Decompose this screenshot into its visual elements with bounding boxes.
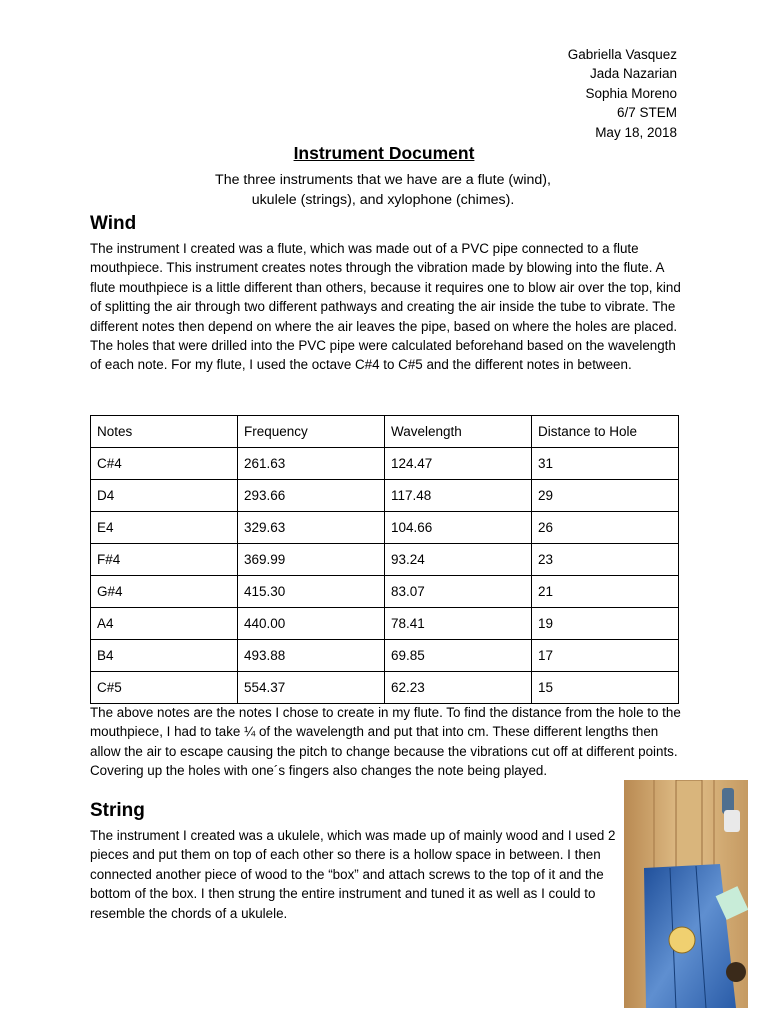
table-header-row [91, 416, 679, 448]
table-cell: 17 [532, 640, 679, 672]
table-row [91, 672, 679, 704]
ukulele-photo [624, 780, 748, 1008]
table-cell: 78.41 [385, 608, 532, 640]
table-cell: 124.47 [385, 448, 532, 480]
table-cell: 369.99 [238, 544, 385, 576]
table-cell: A4 [91, 608, 238, 640]
author-line: Jada Nazarian [589, 66, 677, 82]
table-cell: 117.48 [385, 480, 532, 512]
table-cell: 93.24 [385, 544, 532, 576]
table-cell: 261.63 [238, 448, 385, 480]
author-line: Sophia Moreno [585, 85, 677, 101]
table-cell: 29 [532, 480, 679, 512]
table-cell: 104.66 [385, 512, 532, 544]
notes-table [90, 415, 679, 704]
author-block [568, 45, 677, 142]
table-cell: 69.85 [385, 640, 532, 672]
table-cell: 21 [532, 576, 679, 608]
table-cell: 293.66 [238, 480, 385, 512]
table-header-cell: Distance to Hole [532, 416, 679, 448]
after-table-paragraph: The above notes are the notes I chose to create in my flute. To find the distance from the hole to the mouthpiece, I had to take ¼ of the wavelength and put that into cm. These different lengths then allow the air to escape causing the pitch to change because the vibrations cut off at different points. Covering up the holes with one´s fingers also changes the note being played. [90, 705, 681, 779]
table-cell: 440.00 [238, 608, 385, 640]
date-line: May 18, 2018 [595, 124, 677, 140]
author-line: Gabriella Vasquez [567, 47, 677, 62]
table-row [91, 576, 679, 608]
table-cell: 415.30 [238, 576, 385, 608]
table-cell: C#5 [91, 672, 238, 704]
table-cell: B4 [91, 640, 238, 672]
table-row [91, 608, 679, 640]
table-cell: 554.37 [238, 672, 385, 704]
table-cell: 493.88 [238, 640, 385, 672]
wind-paragraph: The instrument I created was a flute, which was made out of a PVC pipe connected to a flute mouthpiece. This instrument creates notes through the vibration made by blowing into the flute. A flute mouthpiece is a little different than others, because it requires one to blow air over the top, kind of splitting the air through two different pathways and creating the air inside the tube to vibrate. The different notes then depend on where the air leaves the pipe, based on where the holes are placed. The holes that were drilled into the PVC pipe were calculated beforehand based on the wavelength of each note. For my flute, I used the octave C#4 to C#5 and the different notes in between. [90, 241, 681, 373]
table-row [91, 448, 679, 480]
table-cell: 19 [532, 608, 679, 640]
table-cell: 83.07 [385, 576, 532, 608]
table-cell: 31 [532, 448, 679, 480]
class-line: 6/7 STEM [616, 105, 677, 121]
table-header-cell: Notes [91, 416, 238, 448]
string-heading: String [90, 800, 145, 821]
document-subtitle: The three instruments that we have are a flute (wind), ukulele (strings), and xylophone (chimes). [215, 172, 551, 208]
table-cell: 62.23 [385, 672, 532, 704]
table-cell: 23 [532, 544, 679, 576]
document-title: Instrument Document [293, 143, 475, 163]
table-cell: D4 [91, 480, 238, 512]
table-row [91, 512, 679, 544]
wind-heading: Wind [90, 213, 137, 234]
table-cell: E4 [91, 512, 238, 544]
table-cell: C#4 [91, 448, 238, 480]
table-header-cell: Wavelength [385, 416, 532, 448]
table-cell: F#4 [91, 544, 238, 576]
table-row [91, 640, 679, 672]
table-cell: G#4 [91, 576, 238, 608]
table-cell: 15 [532, 672, 679, 704]
table-row [91, 544, 679, 576]
table-cell: 26 [532, 512, 679, 544]
string-paragraph: The instrument I created was a ukulele, which was made up of mainly wood and I used 2 pieces and put them on top of each other so there is a hollow space in between. I then connected another piece of wood to the “box” and attach screws to the top of it and the bottom of the box. I then strung the entire instrument and tuned it as well as I could to resemble the chords of a ukulele. [90, 828, 616, 921]
table-row [91, 480, 679, 512]
table-cell: 329.63 [238, 512, 385, 544]
table-header-cell: Frequency [238, 416, 385, 448]
